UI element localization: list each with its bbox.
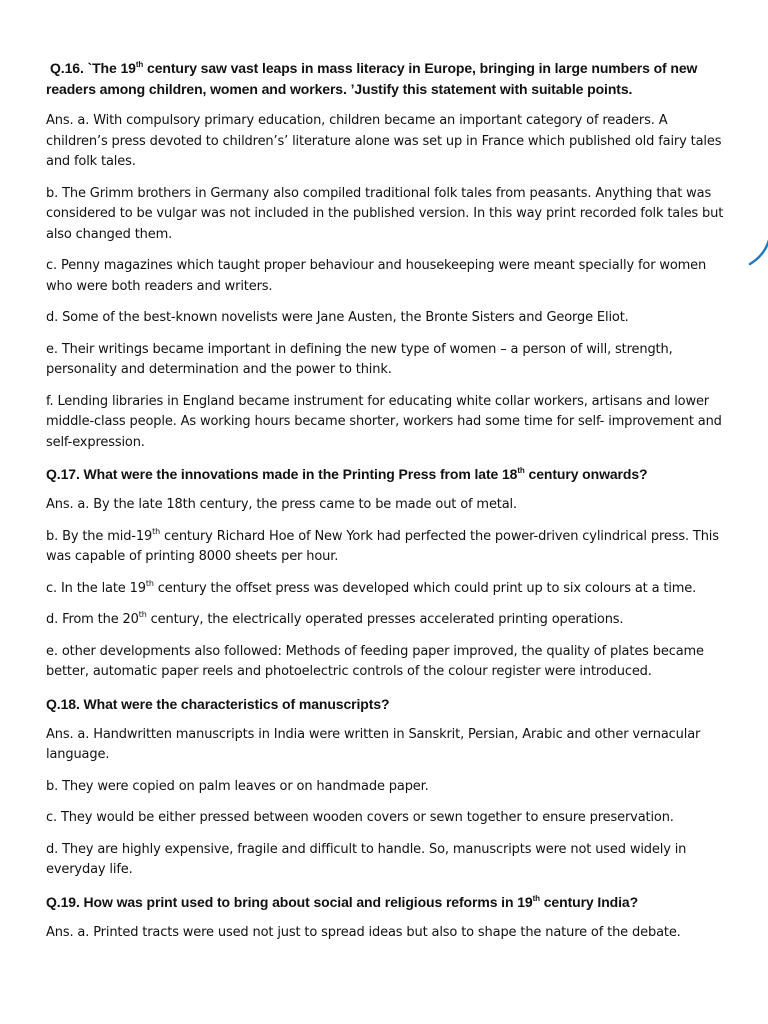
question-heading	[46, 58, 726, 100]
text-run: Q.17. What were the innovations made in the Printing Press from late 18	[46, 466, 518, 482]
question-heading	[46, 892, 726, 913]
text-run: c. In the late 19	[46, 580, 146, 596]
superscript: th	[532, 893, 540, 903]
question-heading	[46, 694, 726, 715]
answer-paragraph	[46, 923, 726, 944]
text-run: b. The Grimm brothers in Germany also compiled traditional folk tales from peasants. Anything that was considered to be vulgar was not included in the published version. In this way print recorded folk tales but also changed them.	[46, 185, 724, 242]
text-run: century the offset press was developed which could print up to six colours at a time.	[153, 580, 697, 596]
text-run: Ans. a. By the late 18th century, the press came to be made out of metal.	[46, 497, 517, 512]
text-run: e. Their writings became important in defining the new type of women – a person of will, strength, personality and determination and the power to think.	[46, 341, 673, 377]
answer-paragraph	[46, 642, 726, 683]
superscript: th	[145, 578, 154, 588]
text-run: Ans. a. Printed tracts were used not just to spread ideas but also to shape the nature of the debate.	[46, 924, 681, 940]
answer-paragraph	[46, 808, 726, 829]
superscript: th	[517, 466, 525, 475]
text-run: Q.18. What were the characteristics of manuscripts?	[46, 695, 390, 712]
text-run: century onwards?	[524, 466, 648, 482]
answer-paragraph	[46, 111, 726, 173]
text-run: Q.16. `The 19	[50, 60, 136, 76]
answer-paragraph	[46, 725, 726, 766]
answer-paragraph	[46, 392, 726, 454]
answer-paragraph	[46, 527, 726, 568]
text-run: Q.19. How was print used to bring about social and religious reforms in 19	[46, 893, 533, 910]
question-heading	[46, 464, 726, 485]
answer-paragraph	[46, 610, 726, 631]
text-run: century, the electrically operated presses accelerated printing operations.	[146, 612, 624, 627]
answer-paragraph	[46, 495, 726, 516]
text-run: Ans. a. Handwritten manuscripts in India were written in Sanskrit, Persian, Arabic and other vernacular language.	[46, 726, 701, 762]
superscript: th	[152, 526, 161, 536]
text-run: century India?	[539, 893, 639, 910]
superscript: th	[135, 60, 144, 69]
text-run: b. By the mid-19	[46, 528, 153, 544]
text-run: b. They were copied on palm leaves or on handmade paper.	[46, 778, 429, 794]
text-run: century Richard Hoe of New York had perfected the power-driven cylindrical press. This was capable of printing 8000 sheets per hour.	[46, 528, 719, 564]
answer-paragraph	[46, 340, 726, 381]
answer-paragraph	[46, 777, 726, 798]
text-run: d. They are highly expensive, fragile and difficult to handle. So, manuscripts were not used widely in everyday life.	[46, 841, 687, 877]
answer-paragraph	[46, 256, 726, 297]
text-run: century saw vast leaps in mass literacy in Europe, bringing in large numbers of new readers among children, women and workers. ’Justify this statement with suitable points.	[46, 60, 698, 97]
answer-paragraph	[46, 308, 726, 329]
pen-stroke-mark-icon	[742, 236, 768, 270]
text-run: Ans. a. With compulsory primary education, children became an important category of readers. A children’s press devoted to children’s’ literature alone was set up in France which published old fairy tales and folk tales.	[46, 113, 722, 169]
answer-paragraph	[46, 840, 726, 881]
superscript: th	[138, 610, 147, 619]
text-run: c. They would be either pressed between wooden covers or sewn together to ensure preservation.	[46, 810, 674, 825]
answer-paragraph	[46, 184, 726, 246]
document-page	[46, 58, 726, 954]
text-run: d. From the 20	[46, 612, 139, 627]
text-run: f. Lending libraries in England became instrument for educating white collar workers, artisans and lower middle-class people. As working hours became shorter, workers had some time for self- improvement and self-expression.	[46, 393, 722, 450]
text-run: d. Some of the best-known novelists were Jane Austen, the Bronte Sisters and George Eliot.	[46, 310, 629, 325]
answer-paragraph	[46, 579, 726, 600]
text-run: e. other developments also followed: Methods of feeding paper improved, the quality of plates became better, automatic paper reels and photoelectric controls of the colour register were introduced.	[46, 643, 704, 679]
text-run: c. Penny magazines which taught proper behaviour and housekeeping were meant specially for women who were both readers and writers.	[46, 258, 707, 294]
